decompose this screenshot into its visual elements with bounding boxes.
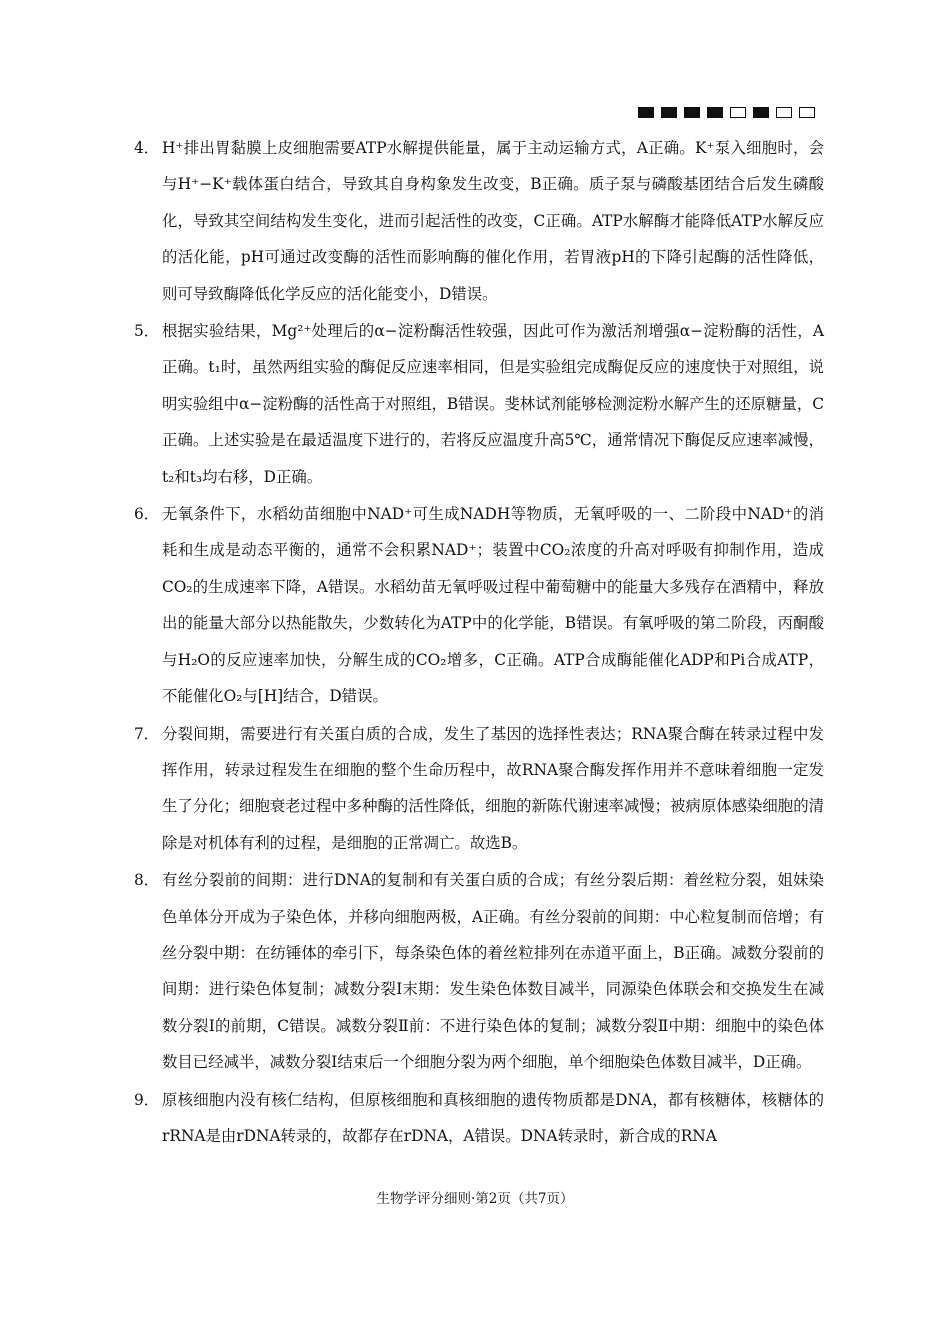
item-number: 8． [134,871,160,890]
item-text: 有丝分裂前的间期：进行DNA的复制和有关蛋白质的合成；有丝分裂后期：着丝粒分裂，姐妹染色单体分开成为子染色体，并移向细胞两极，A正确。有丝分裂前的间期：中心粒复制而倍增；有丝分裂中期：在纺锤体的牵引下，每条染色体的着丝粒排列在赤道平面上，B正确。减数分裂前的间期：进行染色体复制；减数分裂Ⅰ末期：发生染色体数目减半，同源染色体联会和交换发生在减数分裂Ⅰ的前期，C错误。减数分裂Ⅱ前：不进行染色体的复制；减数分裂Ⅱ中期：细胞中的染色体数目已经减半，减数分裂Ⅰ结束后一个细胞分裂为两个细胞，单个细胞染色体数目减半，D正确。 [162,871,824,1072]
item-text: 分裂间期，需要进行有关蛋白质的合成，发生了基因的选择性表达；RNA聚合酶在转录过程中发挥作用，转录过程发生在细胞的整个生命历程中，故RNA聚合酶发挥作用并不意味着细胞一定发生了分化；细胞衰老过程中多种酶的活性降低，细胞的新陈代谢速率减慢；被病原体感染细胞的清除是对机体有利的过程，是细胞的正常凋亡。故选B。 [162,724,824,852]
answer-item-6 [134,496,824,714]
answer-item-9 [134,1082,824,1155]
header-mark [684,107,700,118]
page-footer: 生物学评分细则·第2页（共7页） [376,1191,574,1207]
answer-item-5 [134,313,824,495]
item-text: 根据实验结果，Mg²⁺处理后的α−淀粉酶活性较强，因此可作为激活剂增强α−淀粉酶的活性，A正确。t₁时，虽然两组实验的酶促反应速率相同，但是实验组完成酶促反应的速度快于对照组，说明实验组中α−淀粉酶的活性高于对照组，B错误。斐林试剂能够检测淀粉水解产生的还原糖量，C正确。上述实验是在最适温度下进行的，若将反应温度升高5℃，通常情况下酶促反应速率减慢，t₂和t₃均右移，D正确。 [162,322,825,486]
item-text: H⁺排出胃黏膜上皮细胞需要ATP水解提供能量，属于主动运输方式，A正确。K⁺泵入细胞时，会与H⁺−K⁺载体蛋白结合，导致其自身构象发生改变，B正确。质子泵与磷酸基团结合后发生磷酸化，导致其空间结构发生变化，进而引起活性的改变，C正确。ATP水解酶才能降低ATP水解反应的活化能，pH可通过改变酶的活性而影响酶的催化作用，若胃液pH的下降引起酶的活性降低，则可导致酶降低化学反应的活化能变小，D错误。 [162,139,824,303]
item-number: 9． [134,1090,160,1109]
item-number: 6． [134,505,160,524]
header-mark [799,107,815,118]
header-mark [753,107,769,118]
header-mark [638,107,654,118]
answer-item-4 [134,130,824,312]
item-number: 5． [134,322,160,341]
header-mark [661,107,677,118]
item-text: 原核细胞内没有核仁结构，但原核细胞和真核细胞的遗传物质都是DNA，都有核糖体，核糖体的rRNA是由rDNA转录的，故都存在rDNA，A错误。DNA转录时，新合成的RNA [162,1090,824,1145]
item-number: 4． [134,139,160,157]
answer-item-7 [134,716,824,862]
answer-list [134,130,824,1155]
header-mark [707,107,723,118]
header-marks [638,107,815,118]
header-mark [776,107,792,118]
item-text: 无氧条件下，水稻幼苗细胞中NAD⁺可生成NADH等物质，无氧呼吸的一、二阶段中NAD⁺的消耗和生成是动态平衡的，通常不会积累NAD⁺；装置中CO₂浓度的升高对呼吸有抑制作用，造成CO₂的生成速率下降，A错误。水稻幼苗无氧呼吸过程中葡萄糖中的能量大多残存在酒精中，释放出的能量大部分以热能散失，少数转化为ATP中的化学能，B错误。有氧呼吸的第二阶段，丙酮酸与H₂O的反应速率加快，分解生成的CO₂增多，C正确。ATP合成酶能催化ADP和Pi合成ATP，不能催化O₂与[H]结合，D错误。 [162,505,824,706]
header-mark [730,107,746,118]
answer-item-8 [134,862,824,1080]
item-number: 7． [134,724,160,743]
